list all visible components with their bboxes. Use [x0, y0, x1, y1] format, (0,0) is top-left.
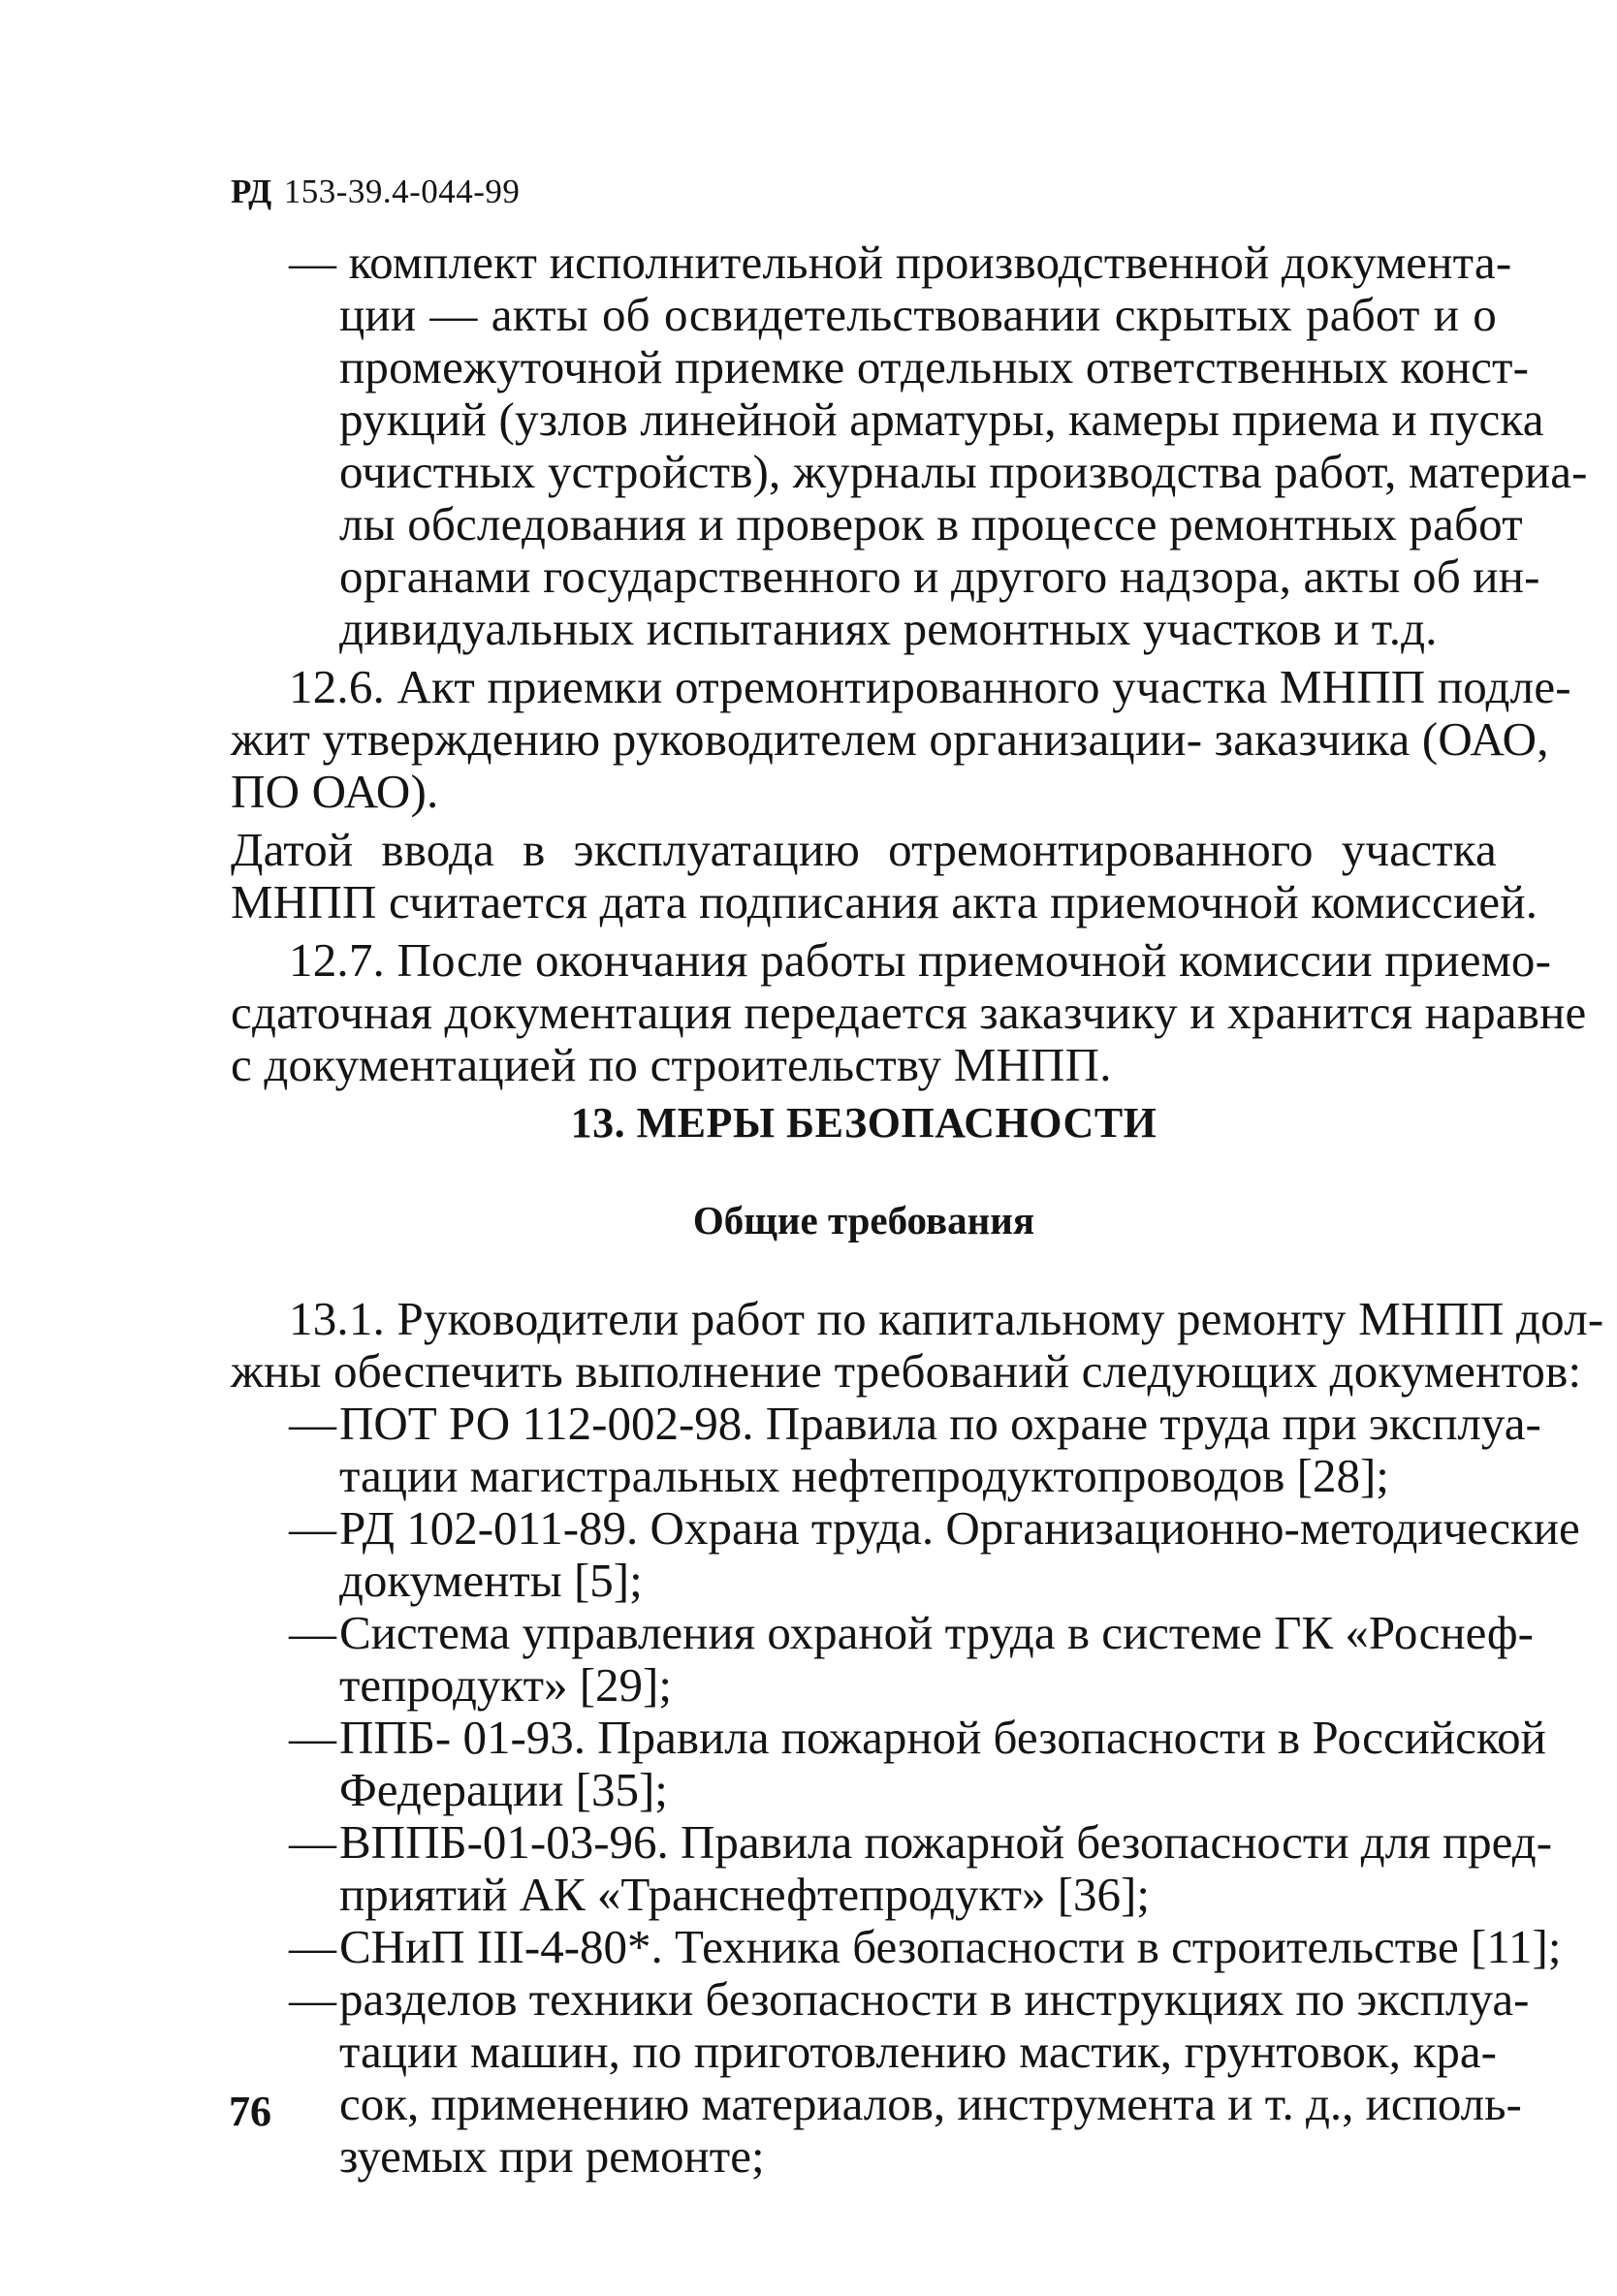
text-line: Система управления охраной труда в системе ГК «Роснеф-: [339, 1606, 1534, 1659]
section-heading: 13. МЕРЫ БЕЗОПАСНОСТИ: [570, 1099, 1157, 1147]
dash-marker: —: [289, 1397, 336, 1450]
text-line: зуемых при ремонте;: [339, 2129, 765, 2183]
text-line: приятий АК «Транснефтепродукт» [36];: [339, 1868, 1150, 1921]
text-line: РД 102-011-89. Охрана труда. Организационно-методические: [339, 1501, 1580, 1555]
page-header: [231, 174, 520, 208]
text-line: разделов техники безопасности в инструкциях по эксплуа-: [339, 1972, 1530, 2026]
text-line: промежуточной приемке отдельных ответственных конст-: [339, 340, 1530, 393]
dash-marker: —: [289, 1711, 336, 1764]
text-line: 12.6. Акт приемки отремонтированного участка МНПП подле-: [289, 660, 1571, 713]
document-code: РД: [231, 173, 272, 210]
text-line: МНПП считается дата подписания акта приемочной комиссией.: [231, 875, 1538, 928]
page-number: 76: [229, 2088, 271, 2135]
text-line: рукций (узлов линейной арматуры, камеры приема и пуска: [339, 393, 1544, 446]
text-line: Федерации [35];: [339, 1763, 668, 1816]
document-number: 153-39.4-044-99: [283, 173, 521, 210]
dash-marker: —: [289, 1972, 336, 2026]
text-line: сдаточная документация передается заказчику и хранится наравне: [231, 986, 1587, 1039]
dash-marker: —: [289, 1606, 336, 1659]
text-line: ВППБ-01-03-96. Правила пожарной безопасности для пред-: [339, 1815, 1553, 1869]
text-line: 12.7. После окончания работы приемочной комиссии приемо-: [289, 933, 1552, 987]
text-line: жны обеспечить выполнение требований следующих документов:: [231, 1344, 1582, 1398]
text-line: тации магистральных нефтепродуктопроводов [28];: [339, 1449, 1389, 1502]
text-line: ППБ- 01-93. Правила пожарной безопасности в Российской: [339, 1711, 1546, 1764]
dash-marker: —: [289, 1815, 336, 1869]
text-line: жит утверждению руководителем организации- заказчика (ОАО,: [231, 712, 1549, 766]
text-line: дивидуальных испытаниях ремонтных участков и т.д.: [339, 602, 1438, 655]
text-line: очистных устройств), журналы производства работ, материа-: [339, 445, 1588, 498]
text-line: 13.1. Руководители работ по капитальному ремонту МНПП дол-: [289, 1292, 1604, 1345]
text-line: тепродукт» [29];: [339, 1658, 672, 1712]
text-line: — комплект исполнительной производственной документа-: [289, 236, 1512, 289]
text-line: ПО ОАО).: [231, 765, 439, 818]
text-line: СНиП III-4-80*. Техника безопасности в строительстве [11];: [339, 1920, 1562, 1973]
text-line: ции — акты об освидетельствовании скрытых работ и о: [339, 288, 1497, 341]
text-line: с документацией по строительству МНПП.: [231, 1038, 1112, 1091]
text-line: Датой ввода в эксплуатацию отремонтированного участка: [231, 823, 1497, 876]
text-line: документы [5];: [339, 1554, 643, 1607]
text-line: органами государственного и другого надзора, акты об ин-: [339, 550, 1540, 603]
dash-marker: —: [289, 1501, 336, 1555]
dash-marker: —: [289, 1920, 336, 1973]
text-line: тации машин, по приготовлению мастик, грунтовок, кра-: [339, 2025, 1497, 2078]
subsection-heading: Общие требования: [692, 1198, 1035, 1242]
text-line: лы обследования и проверок в процессе ремонтных работ: [339, 497, 1523, 550]
text-line: ПОТ РО 112-002-98. Правила по охране труда при эксплуа-: [339, 1397, 1541, 1450]
text-line: сок, применению материалов, инструмента и т. д., исполь-: [339, 2077, 1522, 2130]
